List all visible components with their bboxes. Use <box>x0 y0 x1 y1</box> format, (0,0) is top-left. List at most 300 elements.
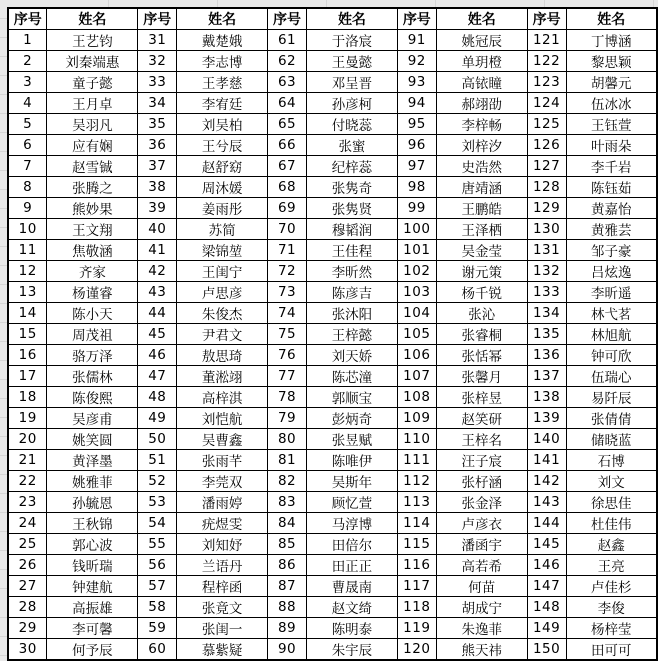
name-cell: 单玥橙 <box>436 51 527 72</box>
index-cell: 119 <box>397 618 436 639</box>
index-cell: 30 <box>8 639 47 661</box>
name-cell: 王梓懿 <box>307 324 398 345</box>
index-cell: 61 <box>268 30 307 51</box>
name-cell: 熊天祎 <box>436 639 527 661</box>
index-cell: 14 <box>8 303 47 324</box>
index-cell: 143 <box>527 492 566 513</box>
name-cell: 兰语丹 <box>177 555 268 576</box>
index-cell: 142 <box>527 471 566 492</box>
index-cell: 66 <box>268 135 307 156</box>
table-row <box>8 51 657 72</box>
index-cell: 35 <box>138 114 177 135</box>
index-cell: 6 <box>8 135 47 156</box>
name-cell: 吴斯年 <box>307 471 398 492</box>
index-cell: 84 <box>268 513 307 534</box>
name-cell: 郭顺宝 <box>307 387 398 408</box>
index-cell: 88 <box>268 597 307 618</box>
name-cell: 刘吴柏 <box>177 114 268 135</box>
name-cell: 钱昕瑞 <box>47 555 138 576</box>
index-cell: 114 <box>397 513 436 534</box>
name-cell: 郝翊劭 <box>436 93 527 114</box>
index-cell: 52 <box>138 471 177 492</box>
table-row <box>8 324 657 345</box>
name-cell: 胡馨元 <box>566 72 657 93</box>
name-cell: 高振雄 <box>47 597 138 618</box>
index-cell: 51 <box>138 450 177 471</box>
index-cell: 72 <box>268 261 307 282</box>
index-cell: 33 <box>138 72 177 93</box>
index-cell: 138 <box>527 387 566 408</box>
index-cell: 109 <box>397 408 436 429</box>
index-cell: 7 <box>8 156 47 177</box>
index-cell: 63 <box>268 72 307 93</box>
name-cell: 王艺钧 <box>47 30 138 51</box>
name-cell: 童子懿 <box>47 72 138 93</box>
name-cell: 陈芯潼 <box>307 366 398 387</box>
index-cell: 65 <box>268 114 307 135</box>
name-cell: 孙毓恩 <box>47 492 138 513</box>
table-row <box>8 597 657 618</box>
index-cell: 140 <box>527 429 566 450</box>
name-cell: 刘秦端惠 <box>47 51 138 72</box>
index-cell: 47 <box>138 366 177 387</box>
name-cell: 叶雨朵 <box>566 135 657 156</box>
name-cell: 周茂祖 <box>47 324 138 345</box>
index-cell: 102 <box>397 261 436 282</box>
name-cell: 卢彦衣 <box>436 513 527 534</box>
table-row <box>8 429 657 450</box>
index-cell: 115 <box>397 534 436 555</box>
index-cell: 55 <box>138 534 177 555</box>
index-cell: 21 <box>8 450 47 471</box>
table-row <box>8 471 657 492</box>
name-cell: 吴曹鑫 <box>177 429 268 450</box>
index-cell: 122 <box>527 51 566 72</box>
name-cell: 赵舒窈 <box>177 156 268 177</box>
name-cell: 汪子宸 <box>436 450 527 471</box>
name-cell: 钟可欣 <box>566 345 657 366</box>
name-cell: 李宥廷 <box>177 93 268 114</box>
name-cell: 吴羽凡 <box>47 114 138 135</box>
index-cell: 83 <box>268 492 307 513</box>
name-cell: 梁锦堃 <box>177 240 268 261</box>
index-cell: 53 <box>138 492 177 513</box>
name-cell: 尹君文 <box>177 324 268 345</box>
name-cell: 丁博涵 <box>566 30 657 51</box>
table-row <box>8 156 657 177</box>
name-cell: 顾忆萱 <box>307 492 398 513</box>
index-cell: 127 <box>527 156 566 177</box>
index-cell: 68 <box>268 177 307 198</box>
name-cell: 石博 <box>566 450 657 471</box>
name-cell: 张沁 <box>436 303 527 324</box>
name-cell: 王鹏皓 <box>436 198 527 219</box>
name-cell: 吕炫逸 <box>566 261 657 282</box>
index-cell: 82 <box>268 471 307 492</box>
name-cell: 姚雅菲 <box>47 471 138 492</box>
index-cell: 9 <box>8 198 47 219</box>
name-cell: 张闺一 <box>177 618 268 639</box>
name-cell: 赵笑研 <box>436 408 527 429</box>
index-cell: 62 <box>268 51 307 72</box>
name-cell: 吴彦甫 <box>47 408 138 429</box>
index-cell: 123 <box>527 72 566 93</box>
table-row <box>8 114 657 135</box>
index-cell: 17 <box>8 366 47 387</box>
name-cell: 王亮 <box>566 555 657 576</box>
name-cell: 黎思颖 <box>566 51 657 72</box>
index-cell: 136 <box>527 345 566 366</box>
index-cell: 118 <box>397 597 436 618</box>
name-cell: 胡成宁 <box>436 597 527 618</box>
name-cell: 王兮辰 <box>177 135 268 156</box>
name-cell: 穆韬润 <box>307 219 398 240</box>
index-cell: 98 <box>397 177 436 198</box>
index-cell: 139 <box>527 408 566 429</box>
index-cell: 5 <box>8 114 47 135</box>
name-cell: 赵雪铖 <box>47 156 138 177</box>
index-cell: 37 <box>138 156 177 177</box>
name-cell: 伍冰冰 <box>566 93 657 114</box>
index-cell: 48 <box>138 387 177 408</box>
index-cell: 20 <box>8 429 47 450</box>
index-cell: 124 <box>527 93 566 114</box>
index-cell: 34 <box>138 93 177 114</box>
index-cell: 59 <box>138 618 177 639</box>
index-cell: 147 <box>527 576 566 597</box>
name-cell: 陈唯伊 <box>307 450 398 471</box>
index-cell: 145 <box>527 534 566 555</box>
index-cell: 2 <box>8 51 47 72</box>
name-cell: 程梓函 <box>177 576 268 597</box>
name-cell: 高铱瞳 <box>436 72 527 93</box>
index-cell: 93 <box>397 72 436 93</box>
name-cell: 姜雨彤 <box>177 198 268 219</box>
name-cell: 张腾之 <box>47 177 138 198</box>
index-cell: 97 <box>397 156 436 177</box>
index-cell: 130 <box>527 219 566 240</box>
col-header-name: 姓名 <box>436 8 527 30</box>
index-cell: 49 <box>138 408 177 429</box>
index-cell: 29 <box>8 618 47 639</box>
col-header-name: 姓名 <box>177 8 268 30</box>
table-row <box>8 219 657 240</box>
col-header-index: 序号 <box>8 8 47 30</box>
index-cell: 111 <box>397 450 436 471</box>
name-cell: 应有娴 <box>47 135 138 156</box>
index-cell: 105 <box>397 324 436 345</box>
name-cell: 李梓畅 <box>436 114 527 135</box>
name-cell: 郭心波 <box>47 534 138 555</box>
name-cell: 孙彦柯 <box>307 93 398 114</box>
index-cell: 92 <box>397 51 436 72</box>
name-cell: 杨谨睿 <box>47 282 138 303</box>
index-cell: 103 <box>397 282 436 303</box>
index-cell: 19 <box>8 408 47 429</box>
index-cell: 104 <box>397 303 436 324</box>
name-cell: 王梓名 <box>436 429 527 450</box>
name-cell: 陈明泰 <box>307 618 398 639</box>
name-cell: 刘梓汐 <box>436 135 527 156</box>
table-row <box>8 366 657 387</box>
table-row <box>8 303 657 324</box>
name-cell: 付晓蕊 <box>307 114 398 135</box>
name-cell: 朱俊杰 <box>177 303 268 324</box>
index-cell: 8 <box>8 177 47 198</box>
index-cell: 79 <box>268 408 307 429</box>
table-row <box>8 639 657 661</box>
table-row <box>8 555 657 576</box>
name-cell: 李可馨 <box>47 618 138 639</box>
index-cell: 100 <box>397 219 436 240</box>
name-cell: 张儒林 <box>47 366 138 387</box>
name-cell: 何予辰 <box>47 639 138 661</box>
table-row <box>8 282 657 303</box>
index-cell: 40 <box>138 219 177 240</box>
table-row <box>8 135 657 156</box>
name-cell: 史浩然 <box>436 156 527 177</box>
name-cell: 李千岩 <box>566 156 657 177</box>
name-cell: 李志博 <box>177 51 268 72</box>
index-cell: 76 <box>268 345 307 366</box>
index-cell: 141 <box>527 450 566 471</box>
index-cell: 67 <box>268 156 307 177</box>
name-cell: 邹子豪 <box>566 240 657 261</box>
index-cell: 116 <box>397 555 436 576</box>
col-header-name: 姓名 <box>566 8 657 30</box>
index-cell: 144 <box>527 513 566 534</box>
index-cell: 31 <box>138 30 177 51</box>
name-cell: 张沐阳 <box>307 303 398 324</box>
name-cell: 潘函宇 <box>436 534 527 555</box>
index-cell: 56 <box>138 555 177 576</box>
name-cell: 王文翔 <box>47 219 138 240</box>
name-cell: 陈俊熙 <box>47 387 138 408</box>
name-cell: 唐靖涵 <box>436 177 527 198</box>
name-cell: 赵文绮 <box>307 597 398 618</box>
index-cell: 15 <box>8 324 47 345</box>
table-row <box>8 240 657 261</box>
name-cell: 张馨月 <box>436 366 527 387</box>
name-cell: 田可可 <box>566 639 657 661</box>
name-cell: 卢思彦 <box>177 282 268 303</box>
name-cell: 黄雅芸 <box>566 219 657 240</box>
table-row <box>8 93 657 114</box>
col-header-name: 姓名 <box>47 8 138 30</box>
table-row <box>8 534 657 555</box>
index-cell: 78 <box>268 387 307 408</box>
name-cell: 纪梓蕊 <box>307 156 398 177</box>
name-cell: 王曼懿 <box>307 51 398 72</box>
name-cell: 赵鑫 <box>566 534 657 555</box>
name-cell: 朱逸菲 <box>436 618 527 639</box>
name-cell: 林旭航 <box>566 324 657 345</box>
name-cell: 李莞双 <box>177 471 268 492</box>
index-cell: 110 <box>397 429 436 450</box>
name-cell: 杨千锐 <box>436 282 527 303</box>
name-cell: 李俊 <box>566 597 657 618</box>
table-row <box>8 261 657 282</box>
index-cell: 42 <box>138 261 177 282</box>
table-row <box>8 198 657 219</box>
name-cell: 慕紫疑 <box>177 639 268 661</box>
name-cell: 林弋茗 <box>566 303 657 324</box>
table-row <box>8 30 657 51</box>
name-cell: 张金泽 <box>436 492 527 513</box>
name-cell: 邓呈晋 <box>307 72 398 93</box>
index-cell: 12 <box>8 261 47 282</box>
name-cell: 马淳博 <box>307 513 398 534</box>
col-header-name: 姓名 <box>307 8 398 30</box>
name-cell: 卢佳杉 <box>566 576 657 597</box>
index-cell: 148 <box>527 597 566 618</box>
table-row <box>8 450 657 471</box>
index-cell: 106 <box>397 345 436 366</box>
index-cell: 27 <box>8 576 47 597</box>
name-cell: 何苗 <box>436 576 527 597</box>
table-row <box>8 513 657 534</box>
name-cell: 吴金莹 <box>436 240 527 261</box>
name-cell: 张竟文 <box>177 597 268 618</box>
name-cell: 黄泽墨 <box>47 450 138 471</box>
col-header-index: 序号 <box>397 8 436 30</box>
index-cell: 85 <box>268 534 307 555</box>
index-cell: 64 <box>268 93 307 114</box>
name-cell: 敖思琦 <box>177 345 268 366</box>
index-cell: 54 <box>138 513 177 534</box>
index-cell: 39 <box>138 198 177 219</box>
name-cell: 高梓淇 <box>177 387 268 408</box>
name-cell: 高若希 <box>436 555 527 576</box>
index-cell: 121 <box>527 30 566 51</box>
index-cell: 80 <box>268 429 307 450</box>
name-cell: 骆万泽 <box>47 345 138 366</box>
name-cell: 李昕遥 <box>566 282 657 303</box>
name-cell: 王佳程 <box>307 240 398 261</box>
name-cell: 储晓蓝 <box>566 429 657 450</box>
name-cell: 王月卓 <box>47 93 138 114</box>
index-cell: 117 <box>397 576 436 597</box>
name-cell: 王闺宁 <box>177 261 268 282</box>
name-cell: 姚冠辰 <box>436 30 527 51</box>
index-cell: 69 <box>268 198 307 219</box>
name-cell: 钟建航 <box>47 576 138 597</box>
name-cell: 陈钰茹 <box>566 177 657 198</box>
name-cell: 刘恺航 <box>177 408 268 429</box>
table-row <box>8 492 657 513</box>
index-cell: 3 <box>8 72 47 93</box>
name-cell: 刘天娇 <box>307 345 398 366</box>
table-row <box>8 72 657 93</box>
col-header-index: 序号 <box>138 8 177 30</box>
name-cell: 姚笑圆 <box>47 429 138 450</box>
index-cell: 133 <box>527 282 566 303</box>
name-cell: 戴楚娥 <box>177 30 268 51</box>
index-cell: 10 <box>8 219 47 240</box>
name-cell: 张杍涵 <box>436 471 527 492</box>
index-cell: 95 <box>397 114 436 135</box>
index-cell: 101 <box>397 240 436 261</box>
index-cell: 71 <box>268 240 307 261</box>
index-cell: 135 <box>527 324 566 345</box>
roster-table <box>7 7 658 661</box>
index-cell: 113 <box>397 492 436 513</box>
index-cell: 132 <box>527 261 566 282</box>
name-cell: 齐家 <box>47 261 138 282</box>
name-cell: 陈小天 <box>47 303 138 324</box>
name-cell: 张隽贤 <box>307 198 398 219</box>
index-cell: 86 <box>268 555 307 576</box>
name-cell: 张恬幂 <box>436 345 527 366</box>
index-cell: 41 <box>138 240 177 261</box>
header-row <box>8 8 657 30</box>
name-cell: 杜佳伟 <box>566 513 657 534</box>
index-cell: 32 <box>138 51 177 72</box>
index-cell: 26 <box>8 555 47 576</box>
name-cell: 王孝慈 <box>177 72 268 93</box>
name-cell: 伍瑞心 <box>566 366 657 387</box>
index-cell: 36 <box>138 135 177 156</box>
index-cell: 44 <box>138 303 177 324</box>
table-row <box>8 177 657 198</box>
name-cell: 杨梓莹 <box>566 618 657 639</box>
index-cell: 43 <box>138 282 177 303</box>
index-cell: 16 <box>8 345 47 366</box>
name-cell: 董淞翊 <box>177 366 268 387</box>
name-cell: 疣煜雯 <box>177 513 268 534</box>
name-cell: 张梓昱 <box>436 387 527 408</box>
index-cell: 99 <box>397 198 436 219</box>
name-cell: 刘知妤 <box>177 534 268 555</box>
name-cell: 刘文 <box>566 471 657 492</box>
index-cell: 74 <box>268 303 307 324</box>
name-cell: 陈彦吉 <box>307 282 398 303</box>
index-cell: 91 <box>397 30 436 51</box>
name-cell: 焦敬涵 <box>47 240 138 261</box>
table-row <box>8 576 657 597</box>
name-cell: 黄嘉怡 <box>566 198 657 219</box>
index-cell: 22 <box>8 471 47 492</box>
index-cell: 46 <box>138 345 177 366</box>
index-cell: 137 <box>527 366 566 387</box>
name-cell: 张昱赋 <box>307 429 398 450</box>
name-cell: 苏简 <box>177 219 268 240</box>
index-cell: 96 <box>397 135 436 156</box>
index-cell: 50 <box>138 429 177 450</box>
name-cell: 潘雨婷 <box>177 492 268 513</box>
table-row <box>8 618 657 639</box>
index-cell: 112 <box>397 471 436 492</box>
index-cell: 45 <box>138 324 177 345</box>
index-cell: 89 <box>268 618 307 639</box>
name-cell: 田倍尔 <box>307 534 398 555</box>
index-cell: 58 <box>138 597 177 618</box>
col-header-index: 序号 <box>527 8 566 30</box>
index-cell: 107 <box>397 366 436 387</box>
index-cell: 126 <box>527 135 566 156</box>
name-cell: 熊妙果 <box>47 198 138 219</box>
index-cell: 13 <box>8 282 47 303</box>
roster-body <box>8 30 657 661</box>
name-cell: 张倩倩 <box>566 408 657 429</box>
name-cell: 易阡辰 <box>566 387 657 408</box>
name-cell: 张雨芊 <box>177 450 268 471</box>
name-cell: 朱宇辰 <box>307 639 398 661</box>
name-cell: 于洛宸 <box>307 30 398 51</box>
table-row <box>8 387 657 408</box>
table-row <box>8 345 657 366</box>
name-cell: 王钰萱 <box>566 114 657 135</box>
